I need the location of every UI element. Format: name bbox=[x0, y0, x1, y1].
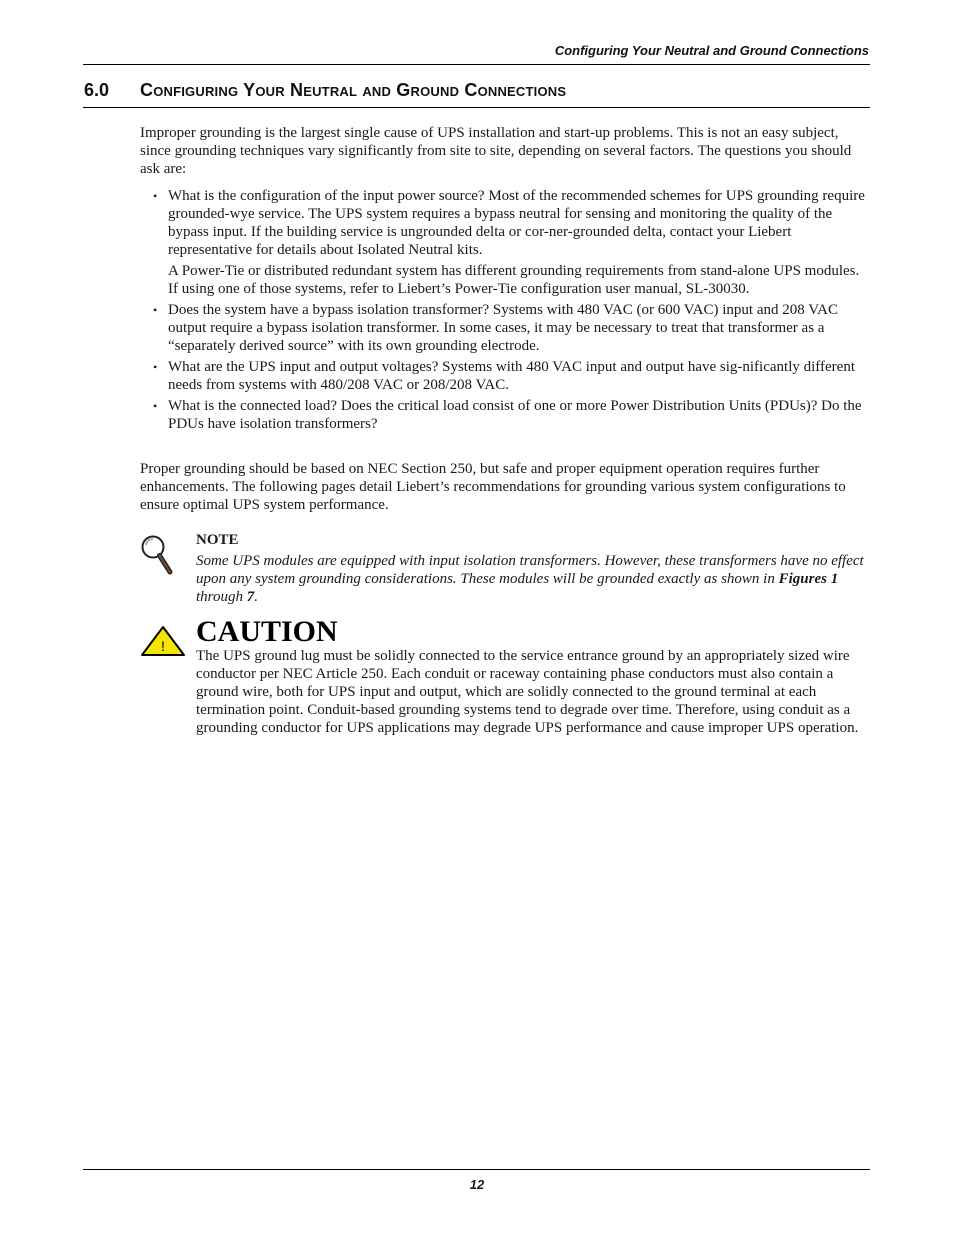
note-period: . bbox=[254, 589, 258, 605]
caution-title: CAUTION bbox=[196, 615, 338, 648]
running-header: Configuring Your Neutral and Ground Connections bbox=[554, 43, 869, 58]
section-number: 6.0 bbox=[84, 80, 110, 100]
note-text-main: Some UPS modules are equipped with input isolation transformers. However, these transformers have no effect upon any system grounding considerations. These modules will be grounded exactly as shown in bbox=[196, 553, 864, 587]
list-item-text: What is the configuration of the input power source? Most of the recommended schemes for UPS grounding require grounded-wye service. The UPS system requires a bypass neutral for sensing and monitoring the quality of the bypass input. If the building service is ungrounded delta or cor-ner-grounded delta, contact your Liebert representative for details about Isolated Neutral kits. bbox=[168, 188, 865, 258]
caution-text: The UPS ground lug must be solidly connected to the service entrance ground by an appropriately sized wire conductor per NEC Article 250. Each conduit or raceway containing phase conductors must also contain a ground wire, both for UPS input and output, which are solidly connected to the ground terminal at each termination point. Conduit-based grounding systems tend to degrade over time. Therefore, using conduit as a grounding conductor for UPS applications may degrade UPS performance and cause improper UPS operation. bbox=[196, 648, 859, 736]
section-heading bbox=[84, 80, 870, 101]
list-item bbox=[140, 397, 870, 433]
list-item bbox=[140, 301, 870, 355]
conclusion-paragraph: Proper grounding should be based on NEC Section 250, but safe and proper equipment operation requires further enhancements. The following pages detail Liebert’s recommendations for grounding various system configurations to ensure optimal UPS system performance. bbox=[140, 461, 846, 513]
note-last-figure: 7 bbox=[246, 589, 255, 605]
list-item-text: What are the UPS input and output voltages? Systems with 480 VAC input and output have sig-nificantly different needs from systems with 480/208 VAC or 208/208 VAC. bbox=[168, 359, 855, 393]
note-through-word: through bbox=[196, 589, 247, 605]
list-item-text: What is the connected load? Does the critical load consist of one or more Power Distribution Units (PDUs)? Do the PDUs have isolation transformers? bbox=[168, 398, 862, 432]
footer-rule bbox=[83, 1169, 870, 1170]
warning-triangle-icon bbox=[140, 625, 186, 657]
magnifier-icon bbox=[140, 534, 174, 576]
header-rule bbox=[83, 64, 870, 65]
list-item bbox=[140, 187, 870, 298]
section-title: Configuring Your Neutral and Ground Connections bbox=[140, 80, 567, 100]
page-number: 12 bbox=[469, 1177, 485, 1192]
bullet-icon: • bbox=[153, 360, 158, 374]
bullet-icon: • bbox=[153, 189, 158, 203]
note-text bbox=[196, 552, 868, 606]
note-figures-reference: Figures 1 bbox=[778, 571, 839, 587]
list-item-subparagraph: A Power-Tie or distributed redundant system has different grounding requirements from stand-alone UPS modules. If using one of those systems, refer to Liebert’s Power-Tie configuration user manual, SL-30030. bbox=[168, 263, 860, 297]
question-list bbox=[140, 187, 870, 436]
bullet-icon: • bbox=[153, 399, 158, 413]
note-label: NOTE bbox=[196, 532, 239, 548]
list-item-text: Does the system have a bypass isolation transformer? Systems with 480 VAC (or 600 VAC) input and 208 VAC output require a bypass isolation transformer. In some cases, it may be necessary to treat that transformer as a “separately derived source” with its own grounding electrode. bbox=[168, 302, 838, 354]
intro-paragraph: Improper grounding is the largest single cause of UPS installation and start-up problems. This is not an easy subject, since grounding techniques vary significantly from site to site, depending on several factors. The questions you should ask are: bbox=[140, 125, 852, 177]
warning-symbol: ! bbox=[161, 638, 165, 654]
heading-rule bbox=[83, 107, 870, 108]
list-item bbox=[140, 358, 870, 394]
bullet-icon: • bbox=[153, 303, 158, 317]
